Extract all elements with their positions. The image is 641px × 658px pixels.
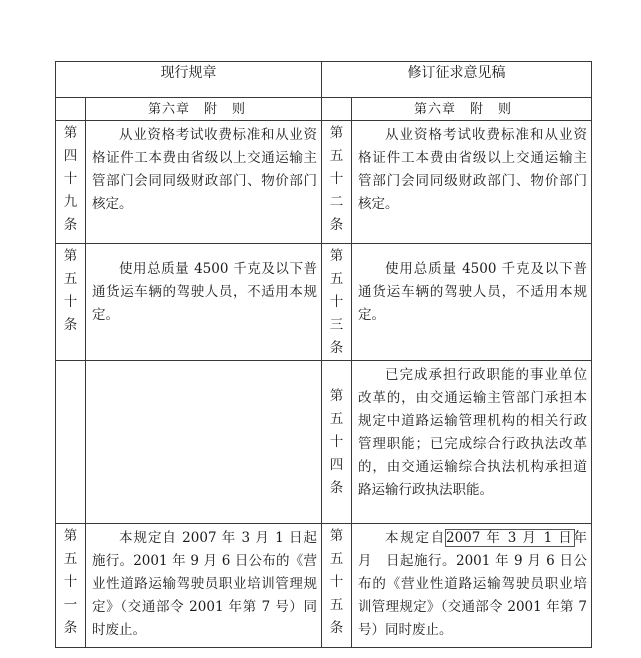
article-number-right: 第 五 十 五 条 bbox=[322, 524, 352, 648]
table-row bbox=[56, 361, 592, 524]
article-text-left: 使用总质量 4500 千克及以下普通货运车辆的驾驶人员，不适用本规定。 bbox=[86, 244, 322, 361]
article-number-left: 第 四 十 九 条 bbox=[56, 121, 86, 244]
chapter-title-right: 第六章 附 则 bbox=[352, 98, 592, 121]
article-number-left: 第 五 十 条 bbox=[56, 244, 86, 361]
article-number-right: 第 五 十 三 条 bbox=[322, 244, 352, 361]
chapter-blank-cell bbox=[56, 98, 86, 121]
current-rules-header: 现行规章 bbox=[56, 62, 322, 98]
chapter-row bbox=[56, 98, 592, 121]
article-text-right: 已完成承担行政职能的事业单位改革的，由交通运输主管部门承担本规定中道路运输管理机构的相关行政管理职能；已完成综合行政执法改革的，由交通运输综合执法机构承担道路运输行政执法职能。 bbox=[352, 361, 592, 524]
chapter-blank-cell bbox=[322, 98, 352, 121]
revision-draft-header: 修订征求意见稿 bbox=[322, 62, 592, 98]
comparison-table bbox=[55, 61, 601, 648]
article-text-right: 从业资格考试收费标准和从业资格证件工本费由省级以上交通运输主管部门会同同级财政部门、物价部门核定。 bbox=[352, 121, 592, 244]
text-segment: 年 月 日起施行。2001 年 9 月 6 日公布的《营业性道路运输驾驶员职业培训管理规定》（交通部令 2001 年第 7 号）同时废止。 bbox=[358, 530, 601, 638]
text-segment: 本规定自 bbox=[385, 530, 446, 546]
header-row bbox=[56, 62, 592, 98]
tracked-change-box: 2007 年 3 月 1 日 bbox=[446, 530, 574, 546]
article-text-left: 从业资格考试收费标准和从业资格证件工本费由省级以上交通运输主管部门会同同级财政部门、物价部门核定。 bbox=[86, 121, 322, 244]
empty-cell bbox=[56, 361, 86, 524]
table-row bbox=[56, 121, 592, 244]
article-number-left: 第 五 十 一 条 bbox=[56, 524, 86, 648]
article-text-right: 使用总质量 4500 千克及以下普通货运车辆的驾驶人员，不适用本规定。 bbox=[352, 244, 592, 361]
article-text-right bbox=[352, 524, 601, 648]
table-row bbox=[56, 244, 592, 361]
article-text-left: 本规定自 2007 年 3 月 1 日起施行。2001 年 9 月 6 日公布的《营业性道路运输驾驶员职业培训管理规定》（交通部令 2001 年第 7 号）同时废止。 bbox=[86, 524, 322, 648]
table-row bbox=[56, 524, 592, 648]
article-number-right: 第 五 十 二 条 bbox=[322, 121, 352, 244]
article-number-right: 第 五 十 四 条 bbox=[322, 361, 352, 524]
chapter-title-left: 第六章 附 则 bbox=[86, 98, 322, 121]
empty-cell bbox=[86, 361, 322, 524]
